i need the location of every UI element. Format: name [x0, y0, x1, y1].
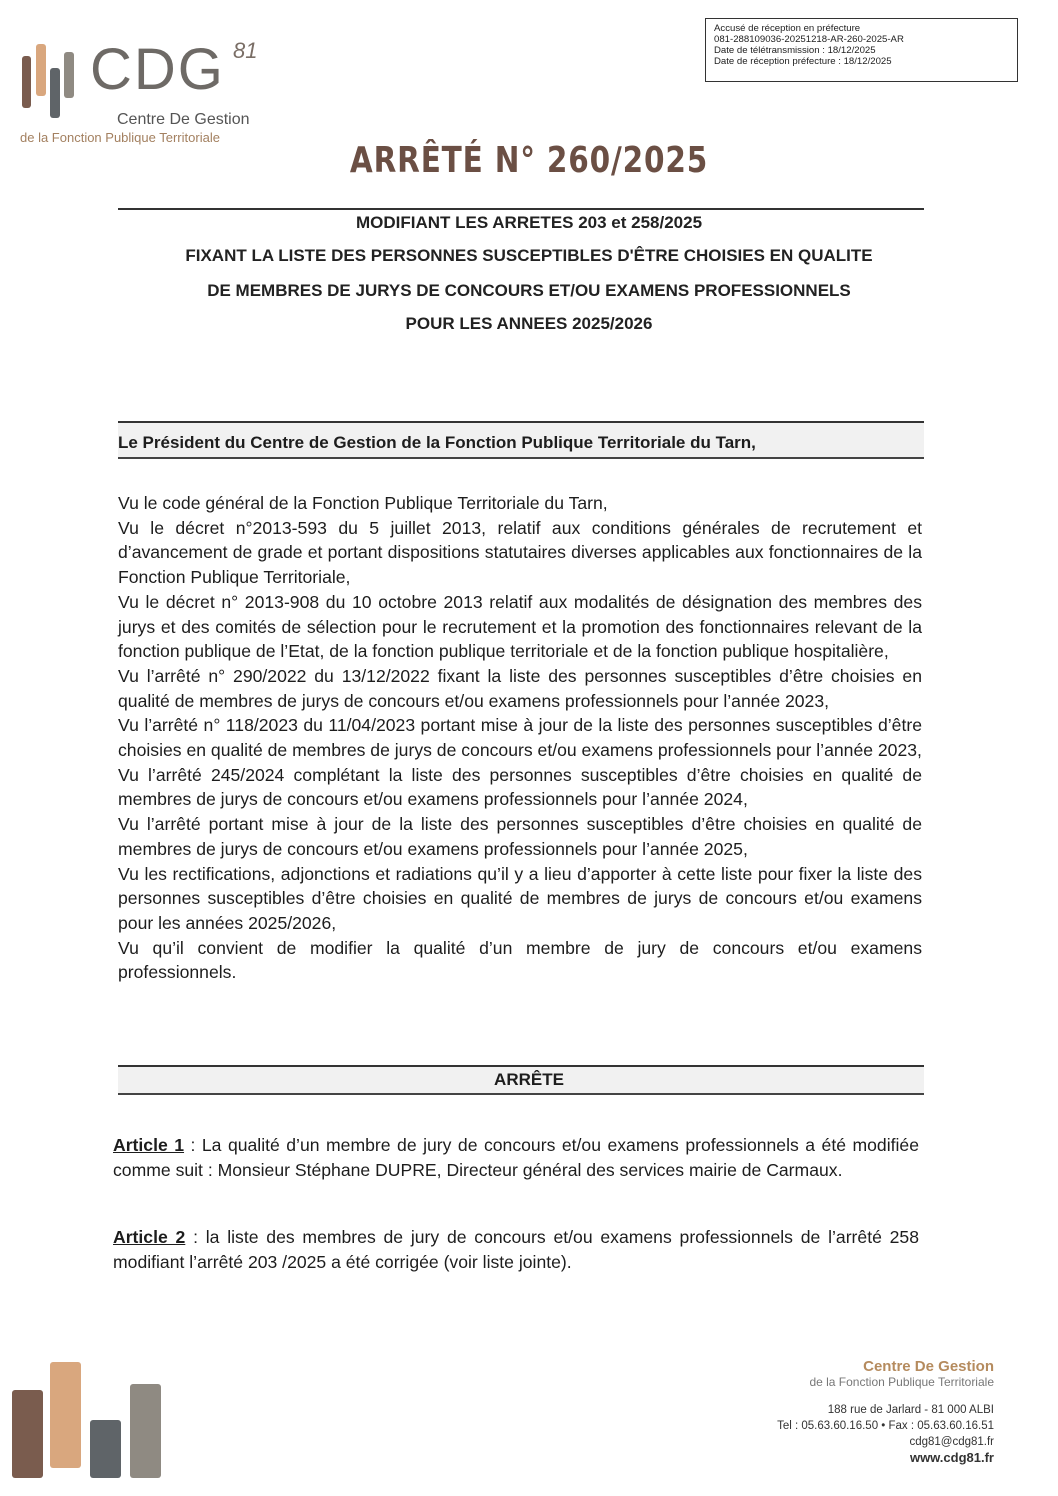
- logo-wordmark: CDG: [90, 37, 225, 102]
- stamp-transmission-date: Date de télétransmission : 18/12/2025: [714, 45, 876, 56]
- cdg-logo-bars-icon: [22, 44, 90, 114]
- prefecture-receipt-stamp: [705, 18, 1018, 82]
- footer-phone-fax: Tel : 05.63.60.16.50 • Fax : 05.63.60.16.51: [777, 1420, 994, 1432]
- president-heading: Le Président du Centre de Gestion de la Fonction Publique Territoriale du Tarn,: [118, 433, 756, 452]
- article-2: [113, 1225, 919, 1274]
- consideration-item: Vu le code général de la Fonction Publique Territoriale du Tarn,: [118, 493, 608, 513]
- arrete-heading: ARRÊTE: [494, 1070, 564, 1089]
- consideration-item: Vu l’arrêté 245/2024 complétant la liste des personnes susceptibles d’être choisies en qualité de membres de jurys de concours et/ou examens professionnels pour l’année 2024,: [118, 764, 922, 810]
- stamp-line: Accusé de réception en préfecture: [714, 23, 861, 34]
- article-text: : La qualité d’un membre de jury de concours et/ou examens professionnels a été modifiée comme suit : Monsieur Stéphane DUPRE, Directeur général des services mairie de Carmaux.: [113, 1135, 919, 1180]
- article-label: Article 2: [113, 1227, 186, 1247]
- consideration-item: Vu l’arrêté portant mise à jour de la liste des personnes susceptibles d’être choisies en qualité de membres de jurys de concours et/ou examens professionnels pour l’année 2025,: [118, 814, 922, 859]
- consideration-item: Vu les rectifications, adjonctions et radiations qu’il y a lieu d’apporter à cette liste pour fixer la liste des personnes susceptibles d’être choisies en qualité de membres de jurys de concours et/ou examens pour les années 2025/2026,: [118, 863, 922, 933]
- subtitle-line: MODIFIANT LES ARRETES 203 et 258/2025: [355, 213, 703, 232]
- consideration-item: Vu le décret n° 2013-908 du 10 octobre 2013 relatif aux modalités de désignation des membres des jurys et des comités de sélection pour le recrutement et la promotion des fonctionnaires relevant de la fonction publique de l’Etat, de la fonction publique territoriale et de la fonction publique hospitalière,: [118, 591, 922, 662]
- footer-website[interactable]: www.cdg81.fr: [909, 1450, 994, 1465]
- footer-logo-bars-icon: [12, 1360, 164, 1470]
- footer-address: 188 rue de Jarlard - 81 000 ALBI: [827, 1404, 994, 1416]
- stamp-reference: 081-288109036-20251218-AR-260-2025-AR: [714, 34, 904, 45]
- logo-org-subtitle: de la Fonction Publique Territoriale: [20, 130, 220, 145]
- article-1: [113, 1133, 919, 1182]
- considerations-list: [118, 491, 922, 985]
- subtitle-line: POUR LES ANNEES 2025/2026: [405, 314, 653, 333]
- stamp-reception-date: Date de réception préfecture : 18/12/2025: [714, 56, 892, 67]
- consideration-item: Vu l’arrêté n° 290/2022 du 13/12/2022 fixant la liste des personnes susceptibles d’être choisies en qualité de membres de jurys de concours et/ou examens professionnels pour l’année 2023,: [118, 665, 922, 711]
- subtitle-line: DE MEMBRES DE JURYS DE CONCOURS ET/OU EXAMENS PROFESSIONNELS: [207, 281, 851, 300]
- consideration-item: Vu l’arrêté n° 118/2023 du 11/04/2023 portant mise à jour de la liste des personnes susceptibles d’être choisies en qualité de membres de jurys de concours et/ou examens professionnels pour l’année 2023,: [118, 715, 922, 761]
- title-divider: [118, 208, 924, 210]
- footer-email[interactable]: cdg81@cdg81.fr: [909, 1436, 994, 1448]
- subtitle-line: FIXANT LA LISTE DES PERSONNES SUSCEPTIBLES D'ÊTRE CHOISIES EN QUALITE: [185, 246, 873, 265]
- decree-title: ARRÊTÉ N° 260/2025: [349, 140, 709, 181]
- consideration-item: Vu qu’il convient de modifier la qualité d’un membre de jury de concours et/ou examens professionnels.: [118, 937, 922, 983]
- article-label: Article 1: [113, 1135, 185, 1155]
- logo-org-name: Centre De Gestion: [117, 111, 250, 128]
- footer-org-subtitle: de la Fonction Publique Territoriale: [809, 1375, 994, 1389]
- footer-org-name: Centre De Gestion: [863, 1358, 994, 1375]
- consideration-item: Vu le décret n°2013-593 du 5 juillet 2013, relatif aux conditions générales de recrutement et d’avancement de grade et portant dispositions statutaires diverses applicables aux fonctionnaires de la Fonction Publique Territoriale,: [118, 517, 922, 588]
- logo-superscript: 81: [233, 38, 258, 63]
- footer-contact: [777, 1358, 994, 1465]
- article-text: : la liste des membres de jury de concours et/ou examens professionnels de l’arrêté 258 modifiant l’arrêté 203 /2025 a été corrigée (voir liste jointe).: [113, 1227, 919, 1272]
